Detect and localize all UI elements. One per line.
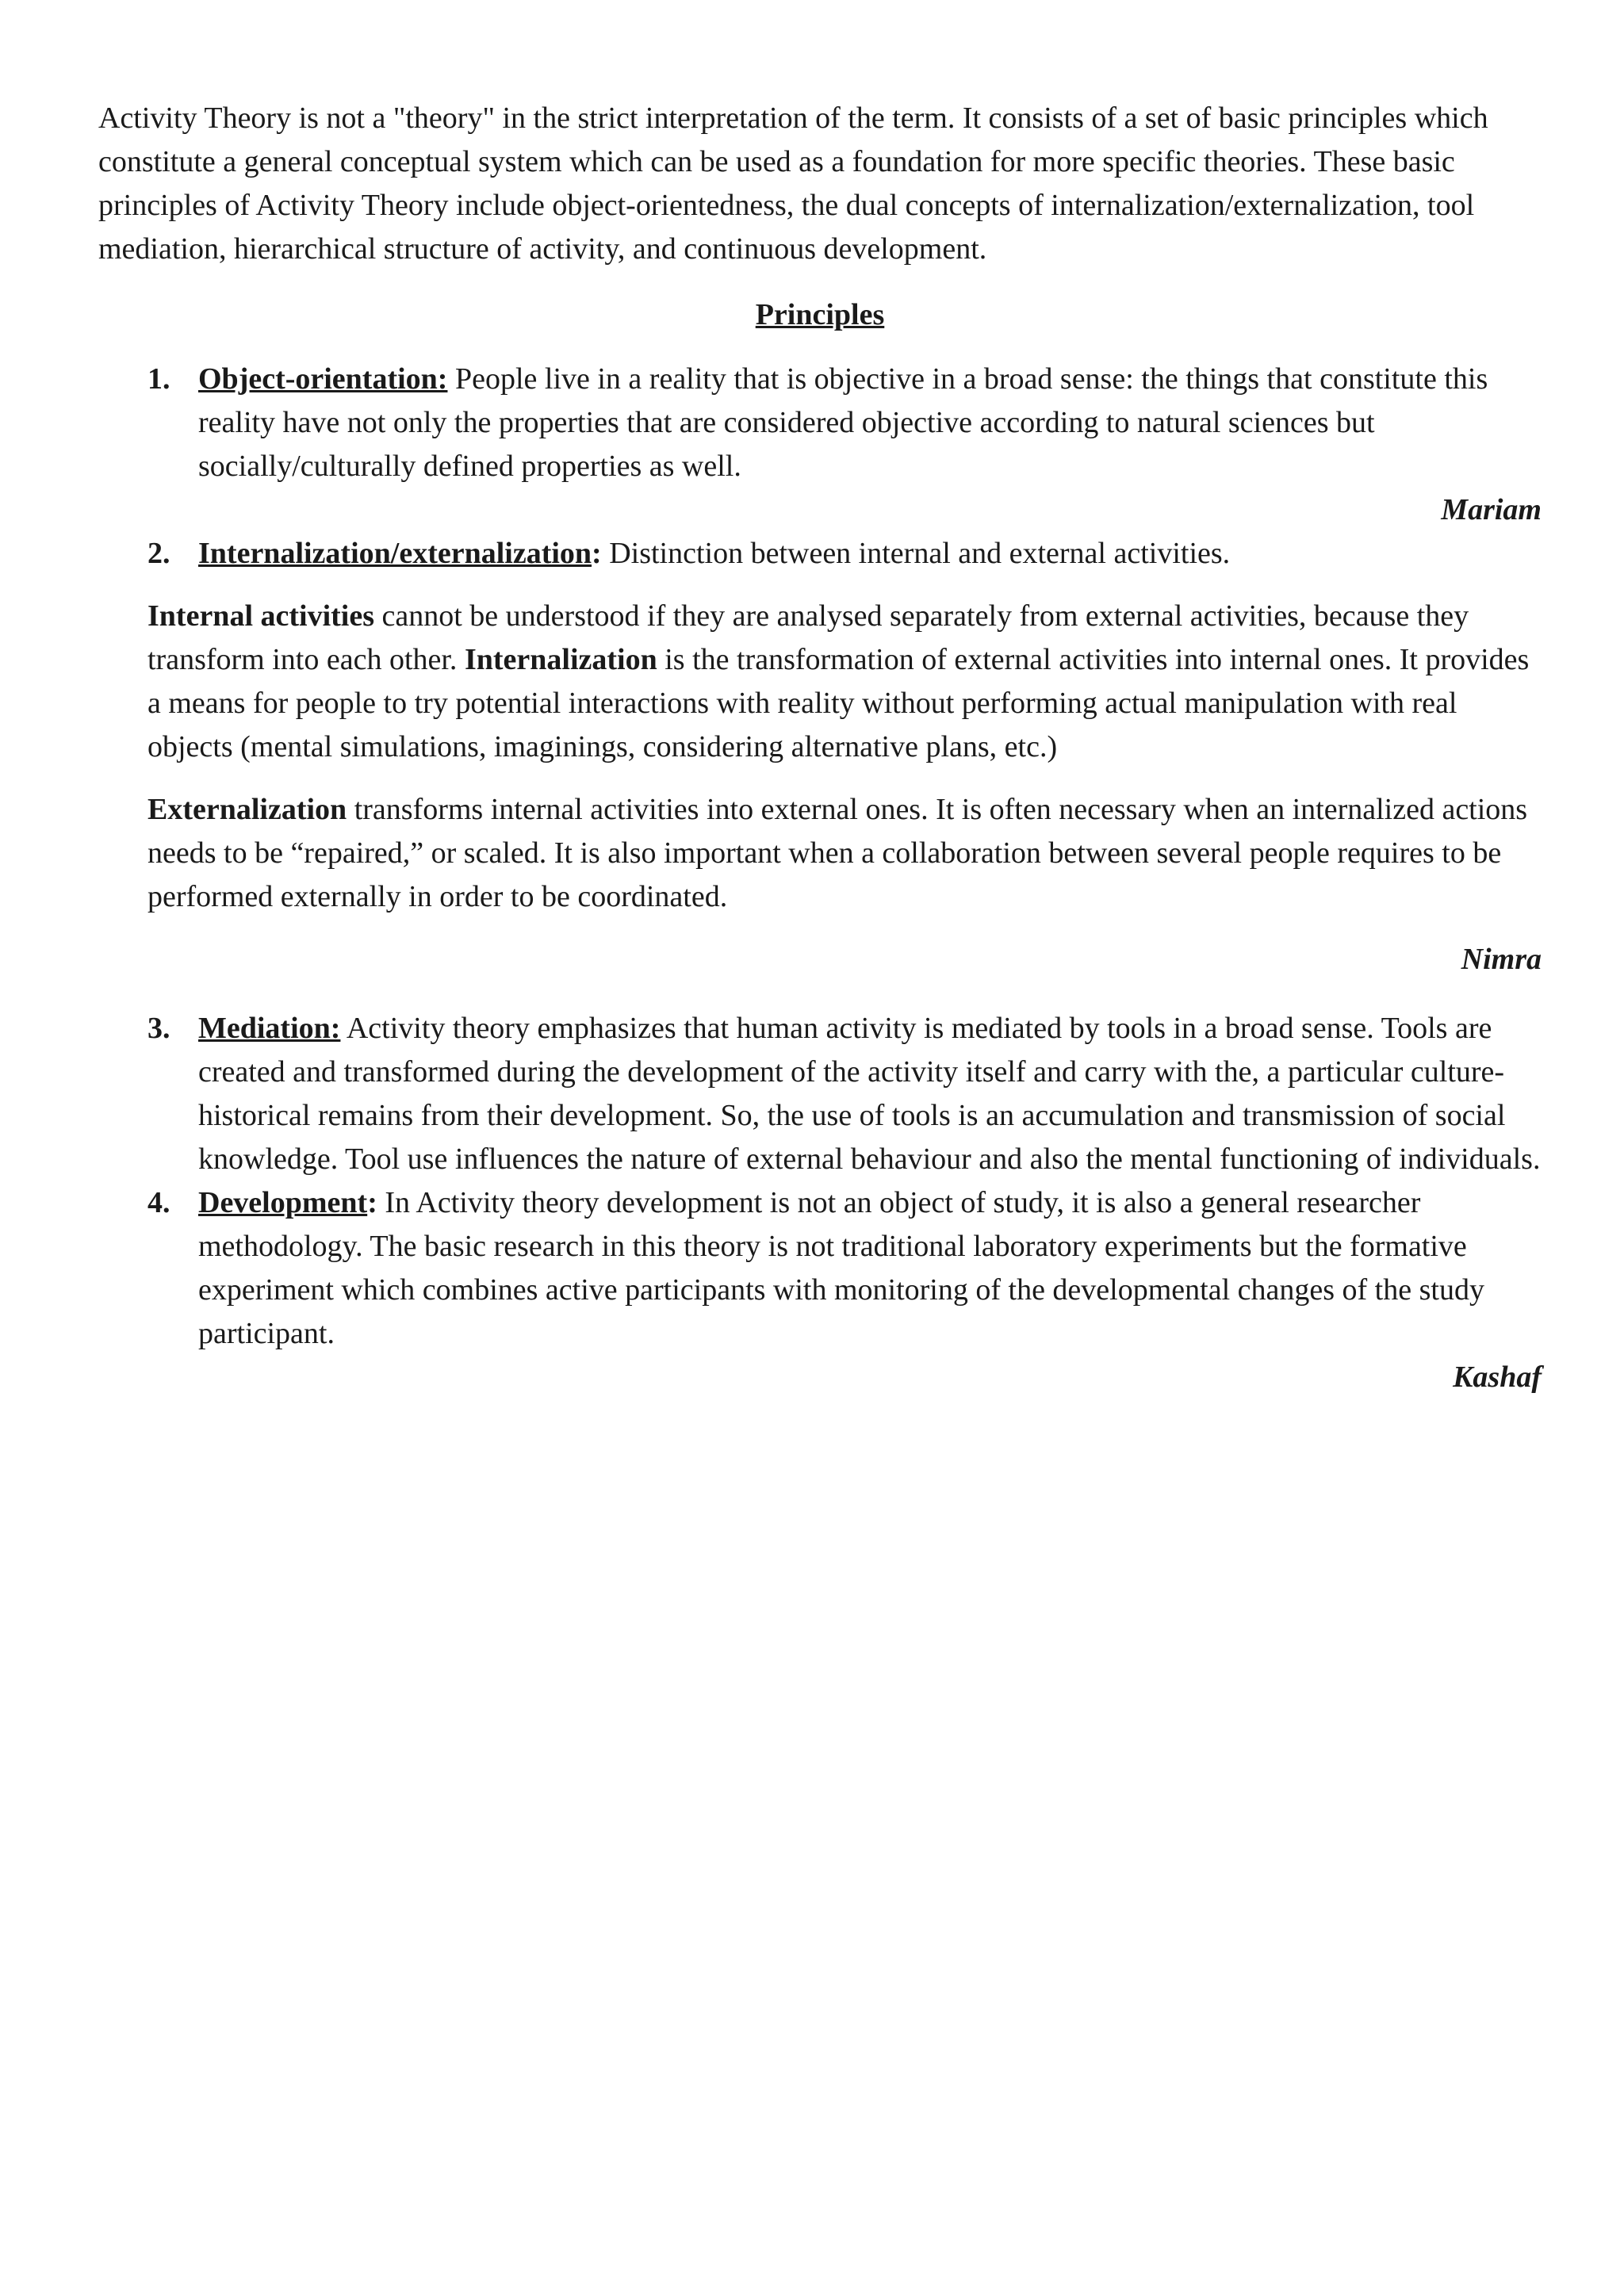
internal-activities-paragraph bbox=[98, 595, 1542, 769]
item-colon: : bbox=[367, 1186, 377, 1219]
list-item-internalization bbox=[98, 532, 1542, 576]
item-number: 3. bbox=[147, 1012, 170, 1045]
item-term: Mediation: bbox=[198, 1012, 341, 1045]
author-signature: Nimra bbox=[1461, 943, 1542, 976]
paragraph-text: transforms internal activities into external ones. It is often necessary when an internalized actions needs to be “repaired,” or scaled. It is also important when a collaboration between several people requires to be performed externally in order to be coordinated. bbox=[147, 793, 1528, 913]
externalization-paragraph bbox=[98, 788, 1542, 919]
item-text: Distinction between internal and external activities. bbox=[601, 537, 1231, 570]
item-term: Object-orientation: bbox=[198, 362, 448, 396]
list-item-object-orientation bbox=[98, 358, 1542, 488]
paragraph-text: cannot be understood if they are analysed separately from external activities, because they transform into each other. bbox=[147, 599, 1469, 676]
principles-list bbox=[98, 532, 1542, 576]
author-signature: Mariam bbox=[1441, 493, 1542, 526]
author-signature: Kashaf bbox=[1453, 1360, 1542, 1394]
lead-term: Internal activities bbox=[147, 599, 375, 633]
lead-term: Externalization bbox=[147, 793, 347, 826]
item-text: In Activity theory development is not an object of study, it is also a general researcher methodology. The basic research in this theory is not traditional laboratory experiments but the formative experiment which combines active participants with monitoring of the developmental changes of the study participant. bbox=[198, 1186, 1484, 1350]
list-item-development bbox=[98, 1181, 1542, 1356]
paragraph-text: is the transformation of external activities into internal ones. It provides a means for people to try potential interactions with reality without performing actual manipulation with real objects (mental simulations, imaginings, considering alternative plans, etc.) bbox=[147, 643, 1530, 763]
item-term: Internalization/externalization bbox=[198, 537, 592, 570]
principles-heading: Principles bbox=[755, 298, 885, 331]
principles-list bbox=[98, 358, 1542, 488]
lead-term: Internalization bbox=[464, 643, 657, 676]
intro-paragraph: Activity Theory is not a "theory" in the strict interpretation of the term. It consists of a set of basic principles which constitute a general conceptual system which can be used as a foundation for more specific theories. These basic principles of Activity Theory include object-orientedness, the dual concepts of internalization/externalization, tool mediation, hierarchical structure of activity, and continuous development. bbox=[98, 101, 1488, 266]
item-text: Activity theory emphasizes that human activity is mediated by tools in a broad sense. Tools are created and transformed during the development of the activity itself and carry with the, a particular culture- historical remains from their development. So, the use of tools is an accumulation and transmission of social knowledge. Tool use influences the nature of external behaviour and also the mental functioning of individuals. bbox=[198, 1012, 1541, 1176]
item-term: Development bbox=[198, 1186, 368, 1219]
list-item-mediation bbox=[98, 1007, 1542, 1181]
item-text: People live in a reality that is objective in a broad sense: the things that constitute this reality have not only the properties that are considered objective according to natural sciences but socially/culturally defined properties as well. bbox=[198, 362, 1488, 483]
item-colon: : bbox=[592, 537, 602, 570]
item-number: 4. bbox=[147, 1186, 170, 1219]
principles-list bbox=[98, 1007, 1542, 1356]
item-number: 2. bbox=[147, 537, 170, 570]
item-number: 1. bbox=[147, 362, 170, 396]
